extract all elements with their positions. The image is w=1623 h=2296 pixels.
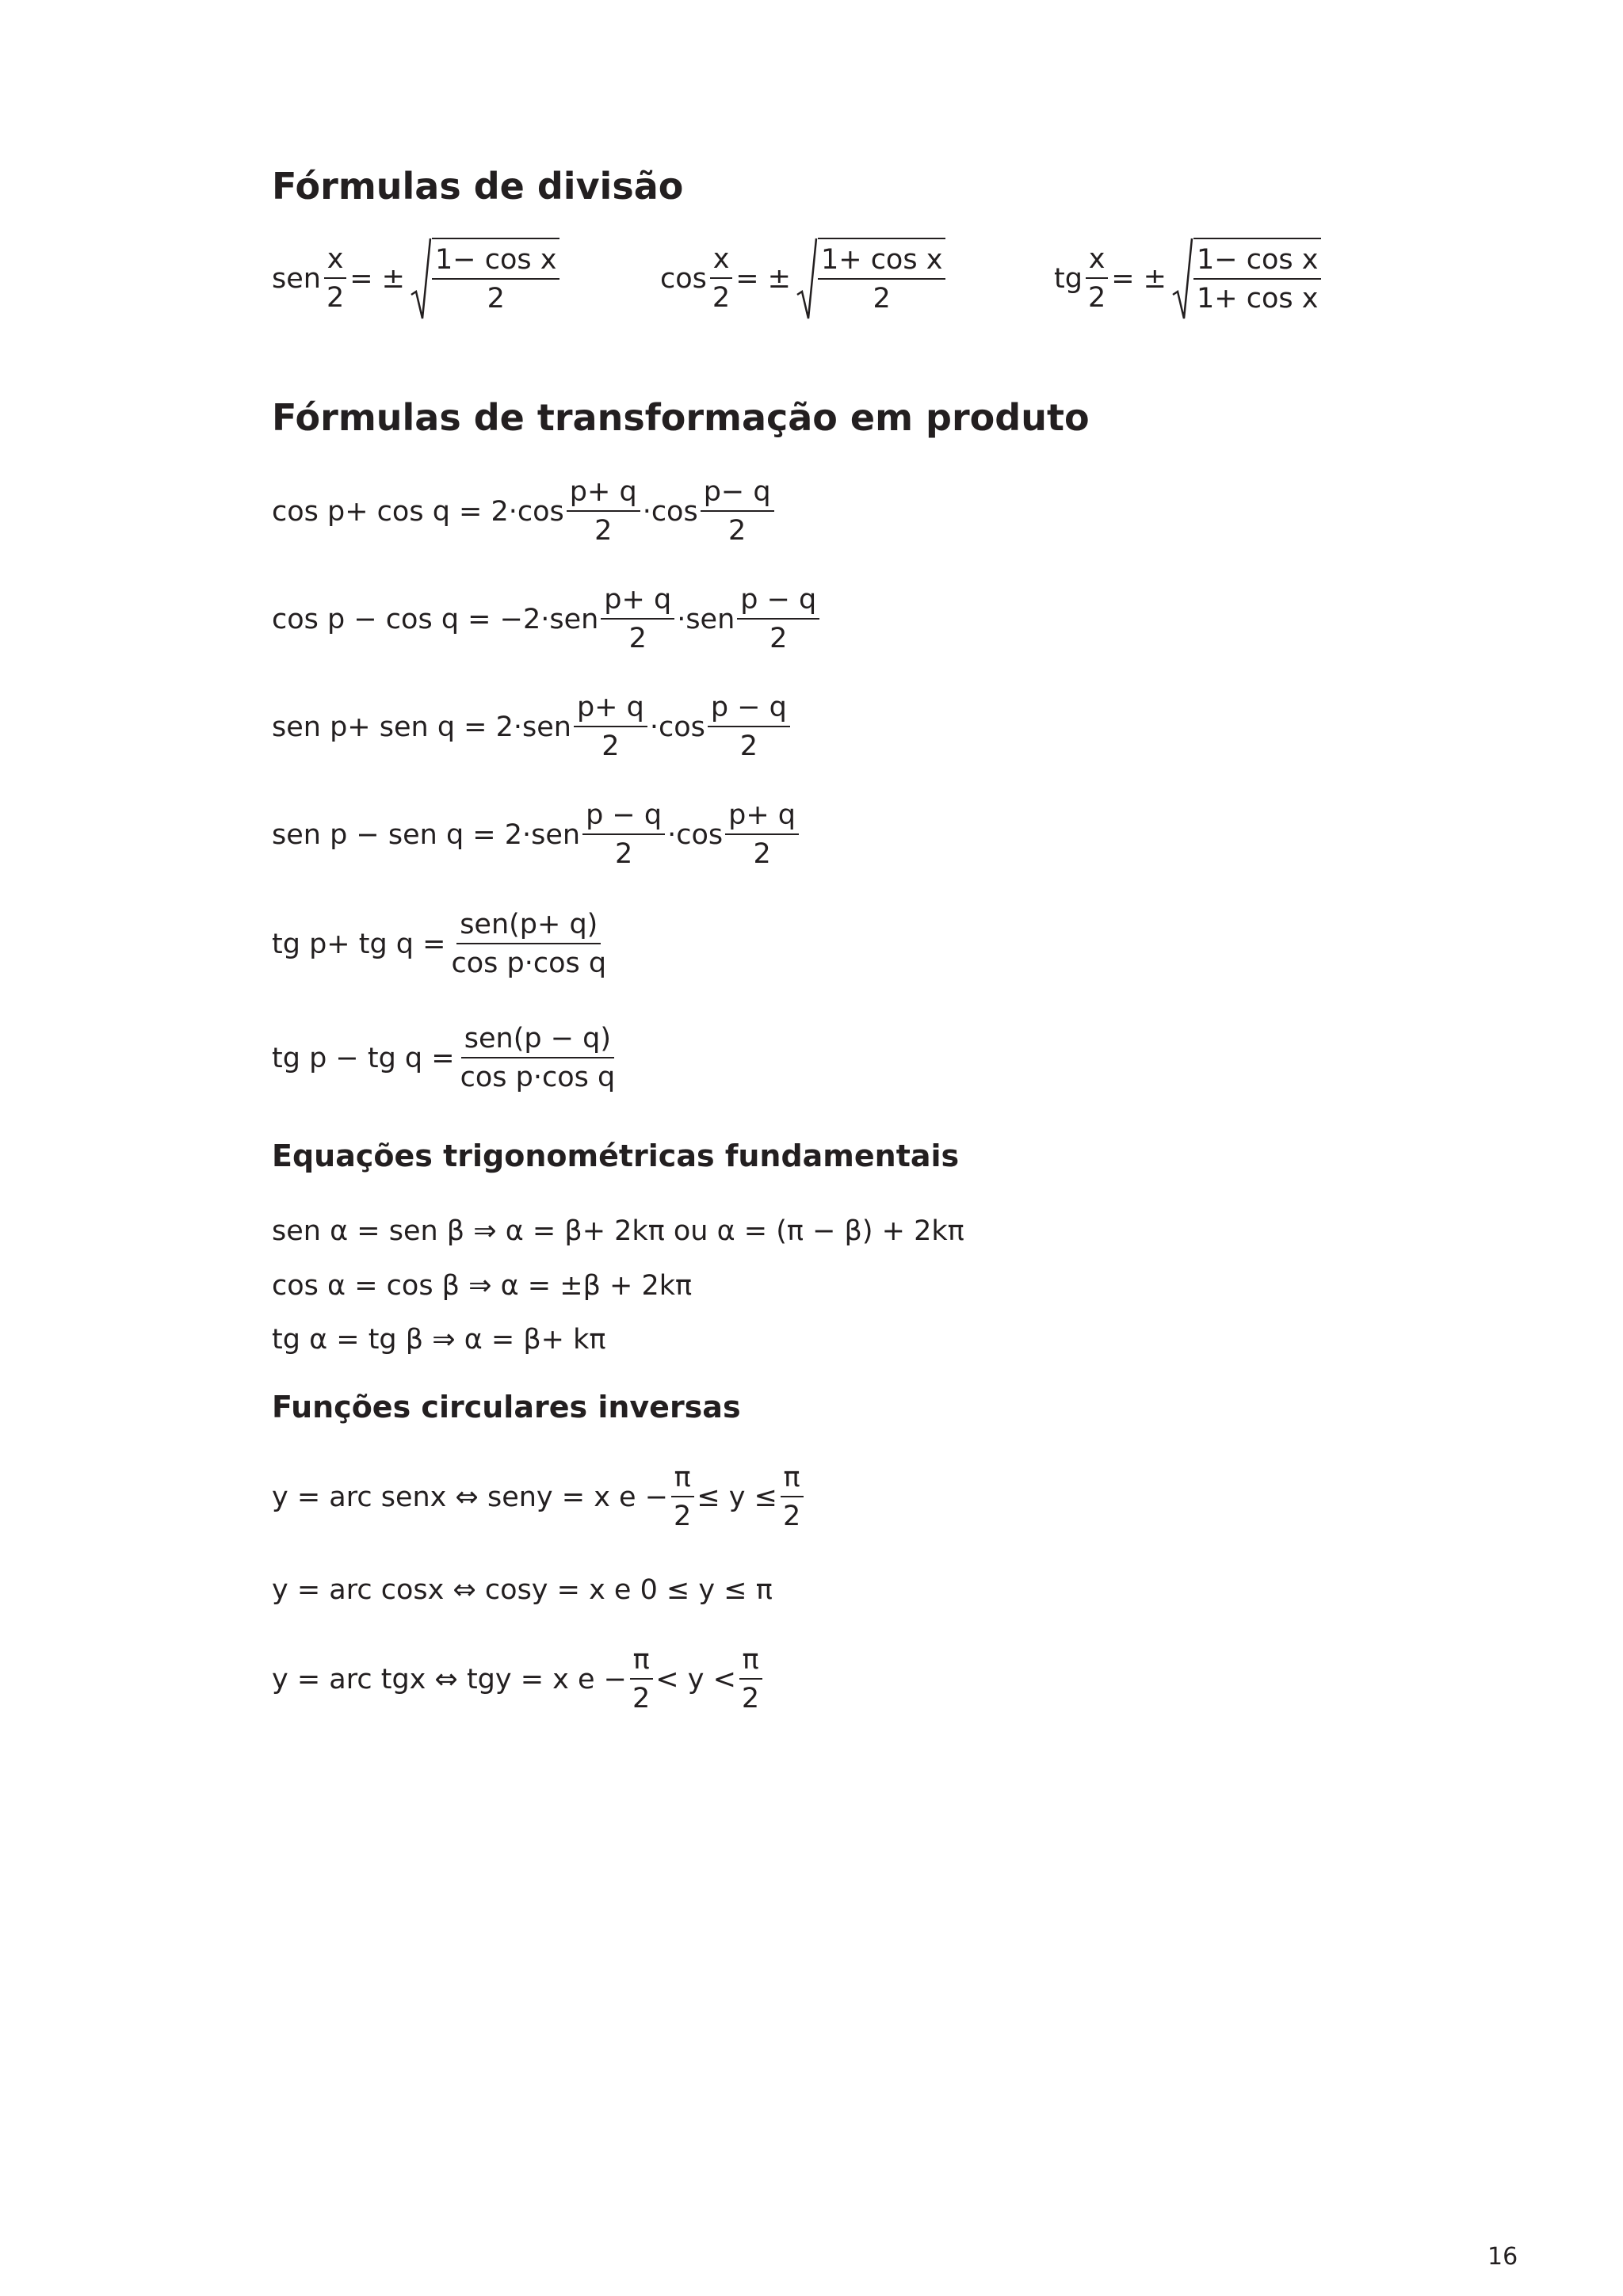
section-title-inversas: Funções circulares inversas (272, 1390, 741, 1425)
section-title-divisao: Fórmulas de divisão (272, 165, 684, 208)
formula-sen-half-angle: sen $\frac{x}{2}$ = ± $\frac{\text{1− cos x}}{2}$ (272, 238, 559, 320)
page-number: 16 (1487, 2243, 1518, 2271)
formula-cos-difference: cos p − cos q = −2·sen $\frac{p+ q}{2}$ ·sen $\frac{p - q}{2}$ (272, 586, 822, 653)
sqrt-symbol: $\frac{\text{1+ cos x}}{2}$ (796, 238, 945, 320)
section-title-produto: Fórmulas de transformação em produto (272, 396, 1090, 439)
equation-line: sen α = sen β ⇒ α = β+ 2kπ ou α = (π − β) + 2kπ (272, 1215, 964, 1247)
equation-line: cos α = cos β ⇒ α = ±β + 2kπ (272, 1270, 693, 1302)
formula-arc-sen: y = arc senx ⇔ seny = x e − $\frac{\pi}{2}$ ≤ y ≤ $\frac{\pi}{2}$ (272, 1464, 806, 1531)
formula-cos-sum: cos p+ cos q = 2·cos $\frac{p+ q}{2}$ ·cos $\frac{p- q}{2}$ (272, 479, 777, 545)
sqrt-symbol: $\frac{\text{1− cos x}}{2}$ (410, 238, 559, 320)
formula-arc-cos: y = arc cosx ⇔ cosy = x e 0 ≤ y ≤ π (272, 1574, 773, 1606)
formula-tg-half-angle: tg $\frac{x}{2}$ = ± $\frac{\text{1− cos x}}{\text{1+ cos x}}$ (1054, 238, 1321, 320)
formula-tg-difference: tg p − tg q = $\frac{\text{sen(p − q)}}{\text{cos p·cos q}}$ (272, 1023, 616, 1093)
section-title-equacoes: Equações trigonométricas fundamentais (272, 1138, 960, 1173)
formula-tg-sum: tg p+ tg q = $\frac{\text{sen(p+ q)}}{\text{cos p·cos q}}$ (272, 909, 607, 979)
formula-arc-tg: y = arc tgx ⇔ tgy = x e − $\frac{\pi}{2}$ < y < $\frac{\pi}{2}$ (272, 1646, 765, 1713)
sqrt-symbol: $\frac{\text{1− cos x}}{\text{1+ cos x}}$ (1171, 238, 1321, 320)
formula-sen-difference: sen p − sen q = 2·sen $\frac{p - q}{2}$ ·cos $\frac{p+ q}{2}$ (272, 802, 801, 868)
formula-sen-sum: sen p+ sen q = 2·sen $\frac{p+ q}{2}$ ·cos $\frac{p - q}{2}$ (272, 694, 792, 761)
equation-line: tg α = tg β ⇒ α = β+ kπ (272, 1324, 606, 1356)
formula-cos-half-angle: cos $\frac{x}{2}$ = ± $\frac{\text{1+ cos x}}{2}$ (660, 238, 945, 320)
